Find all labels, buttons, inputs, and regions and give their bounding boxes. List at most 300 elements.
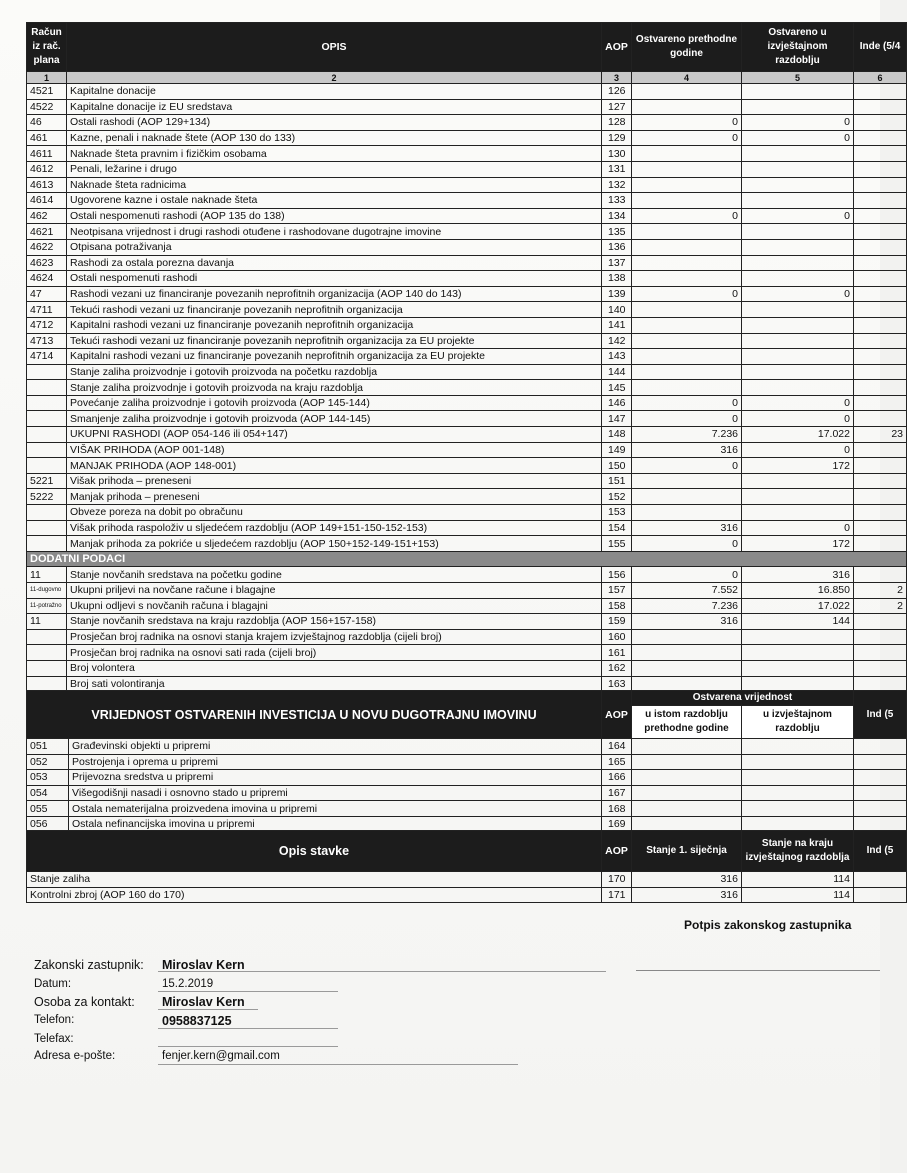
aop-code: 141 [602,317,632,333]
aop-code: 151 [602,473,632,489]
account-code: 4714 [27,349,67,365]
underline [158,1046,338,1047]
account-code: 11 [27,614,67,630]
aop-code: 131 [602,161,632,177]
row-description: UKUPNI RASHODI (AOP 054-146 ili 054+147) [67,427,602,443]
reporting-period-value: 0 [742,411,854,427]
aop-code: 165 [602,754,632,770]
index-value [854,239,907,255]
account-code: 054 [27,785,69,801]
index-value [854,84,907,100]
index-value [854,442,907,458]
index-value [854,286,907,302]
reporting-period-value [742,146,854,162]
aop-code: 138 [602,271,632,287]
table-row [27,364,907,380]
row-description: Prijevozna sredstva u pripremi [69,770,602,786]
previous-year-value: 0 [632,395,742,411]
reporting-period-value: 316 [742,567,854,583]
underline [158,971,606,972]
representative-label: Zakonski zastupnik: [34,958,144,972]
account-code: 4712 [27,317,67,333]
row-description: Ostala nematerijalna proizvedena imovina u pripremi [69,801,602,817]
previous-year-value [632,224,742,240]
index-value [854,302,907,318]
aop-code: 143 [602,349,632,365]
phone-value: 0958837125 [162,1014,232,1028]
aop-code: 171 [602,887,632,903]
row-description: Postrojenja i oprema u pripremi [69,754,602,770]
row-description: Kontrolni zbroj (AOP 160 do 170) [27,887,602,903]
reporting-period-value [742,739,854,755]
previous-year-value: 7.236 [632,427,742,443]
aop-code: 170 [602,872,632,888]
row-description: Otpisana potraživanja [67,239,602,255]
row-description: Neotpisana vrijednost i drugi rashodi otuđene i rashodovane dugotrajne imovine [67,224,602,240]
underline [158,991,338,992]
reporting-period-value: 172 [742,536,854,552]
account-code: 056 [27,816,69,832]
reporting-period-value [742,364,854,380]
reporting-period-value: 0 [742,286,854,302]
account-code: 4612 [27,161,67,177]
reporting-period-value: 0 [742,130,854,146]
account-code: 4622 [27,239,67,255]
table-row [27,645,907,661]
aop-code: 126 [602,84,632,100]
row-description: Manjak prihoda za pokriće u sljedećem razdoblju (AOP 150+152-149-151+153) [67,536,602,552]
account-code [27,520,67,536]
row-description: Stanje novčanih sredstava na početku godine [67,567,602,583]
account-code [27,442,67,458]
table-row [27,286,907,302]
index-value [854,785,907,801]
investment-table [26,690,907,833]
previous-year-value [632,629,742,645]
header-aop: AOP [602,23,632,72]
table-row [27,193,907,209]
contact-value: Miroslav Kern [162,995,245,1009]
reporting-period-value: 16.850 [742,583,854,599]
investment-index-header: Ind (5 [854,691,907,739]
aop-code: 162 [602,660,632,676]
end-value: 114 [742,872,854,888]
table-row [27,473,907,489]
previous-year-value [632,239,742,255]
table-row [27,411,907,427]
aop-code: 139 [602,286,632,302]
index-value [854,629,907,645]
index-value [854,411,907,427]
index-value [854,872,907,888]
expense-table [26,22,907,692]
aop-code: 156 [602,567,632,583]
row-description: Ukupni priljevi na novčane račune i blagajne [67,583,602,599]
index-value [854,161,907,177]
index-value [854,380,907,396]
reporting-period-value: 17.022 [742,427,854,443]
reporting-period-value [742,239,854,255]
account-code: 462 [27,208,67,224]
index-value [854,770,907,786]
previous-year-value [632,255,742,271]
table-row [27,208,907,224]
aop-code: 154 [602,520,632,536]
account-code: 11-dugovno [27,583,67,599]
col-number: 6 [854,72,907,84]
reporting-period-value [742,255,854,271]
aop-code: 135 [602,224,632,240]
date-label: Datum: [34,978,72,990]
inventory-title: Opis stavke [27,831,602,872]
index-value [854,208,907,224]
table-row [27,872,907,888]
account-code: 5222 [27,489,67,505]
row-description: Broj volontera [67,660,602,676]
table-row [27,442,907,458]
reporting-period-value: 172 [742,458,854,474]
header-reporting-period: Ostvareno u izvještajnom razdoblju [742,23,854,72]
account-code: 052 [27,754,69,770]
table-row [27,770,907,786]
table-row [27,84,907,100]
inventory-table [26,830,907,903]
header-description: OPIS [67,23,602,72]
table-row [27,333,907,349]
aop-code: 142 [602,333,632,349]
aop-code: 148 [602,427,632,443]
row-description: Broj sati volontiranja [67,676,602,692]
aop-code: 158 [602,598,632,614]
aop-code: 144 [602,364,632,380]
index-value [854,364,907,380]
reporting-period-value [742,177,854,193]
previous-year-value: 0 [632,536,742,552]
aop-code: 128 [602,115,632,131]
reporting-period-value [742,754,854,770]
aop-code: 159 [602,614,632,630]
account-code: 4521 [27,84,67,100]
account-code: 461 [27,130,67,146]
row-description: Rashodi za ostala porezna davanja [67,255,602,271]
reporting-period-value [742,193,854,209]
account-code: 051 [27,739,69,755]
aop-code: 152 [602,489,632,505]
index-value [854,489,907,505]
row-description: Naknade šteta pravnim i fizičkim osobama [67,146,602,162]
signature-title: Potpis zakonskog zastupnika [684,918,852,932]
previous-year-value [632,302,742,318]
previous-year-value: 0 [632,411,742,427]
aop-code: 140 [602,302,632,318]
account-code [27,645,67,661]
table-row [27,505,907,521]
account-code: 4613 [27,177,67,193]
end-value: 114 [742,887,854,903]
underline [158,1064,518,1065]
aop-code: 127 [602,99,632,115]
aop-code: 136 [602,239,632,255]
table-row [27,458,907,474]
table-row [27,395,907,411]
row-description: Ostala nefinancijska imovina u pripremi [69,816,602,832]
index-value [854,317,907,333]
row-description: Ostali nespomenuti rashodi [67,271,602,287]
aop-code: 164 [602,739,632,755]
underline [158,1009,258,1010]
table-row [27,224,907,240]
previous-year-value: 0 [632,208,742,224]
aop-code: 166 [602,770,632,786]
table-row [27,302,907,318]
row-description: Kapitalni rashodi vezani uz financiranje povezanih neprofitnih organizacija za EU projekte [67,349,602,365]
row-description: Prosječan broj radnika na osnovi sati rada (cijeli broj) [67,645,602,661]
aop-code: 161 [602,645,632,661]
previous-year-value: 316 [632,614,742,630]
row-description: Višak prihoda – preneseni [67,473,602,489]
aop-code: 153 [602,505,632,521]
row-description: Tekući rashodi vezani uz financiranje povezanih neprofitnih organizacija [67,302,602,318]
table-row [27,255,907,271]
row-description: Stanje novčanih sredstava na kraju razdoblja (AOP 156+157-158) [67,614,602,630]
row-description: Smanjenje zaliha proizvodnje i gotovih proizvoda (AOP 144-145) [67,411,602,427]
inventory-end-header: Stanje na kraju izvještajnog razdoblja [742,831,854,872]
row-description: MANJAK PRIHODA (AOP 148-001) [67,458,602,474]
row-description: Obveze poreza na dobit po obračunu [67,505,602,521]
start-value: 316 [632,887,742,903]
aop-code: 129 [602,130,632,146]
row-description: Rashodi vezani uz financiranje povezanih neprofitnih organizacija (AOP 140 do 143) [67,286,602,302]
account-code [27,505,67,521]
reporting-period-value [742,380,854,396]
table-row [27,99,907,115]
table-row [27,801,907,817]
account-code [27,660,67,676]
row-description: Stanje zaliha [27,872,602,888]
header-previous-year: Ostvareno prethodne godine [632,23,742,72]
account-code: 055 [27,801,69,817]
reporting-period-value: 0 [742,208,854,224]
investment-prev-header: u istom razdoblju prethodne godine [632,706,742,739]
aop-code: 132 [602,177,632,193]
row-description: Manjak prihoda – preneseni [67,489,602,505]
previous-year-value [632,84,742,100]
account-code [27,411,67,427]
aop-code: 168 [602,801,632,817]
table-row [27,239,907,255]
aop-code: 147 [602,411,632,427]
account-code: 4713 [27,333,67,349]
account-code: 4623 [27,255,67,271]
previous-year-value [632,505,742,521]
reporting-period-value: 0 [742,520,854,536]
index-value [854,349,907,365]
inventory-index-header: Ind (5 [854,831,907,872]
account-code: 11-potražno [27,598,67,614]
index-value [854,660,907,676]
table-row [27,739,907,755]
table-row [27,536,907,552]
representative-value: Miroslav Kern [162,958,245,972]
email-value: fenjer.kern@gmail.com [162,1050,280,1062]
reporting-period-value [742,489,854,505]
header-index: Inde (5/4 [854,23,907,72]
table-row [27,130,907,146]
col-number: 4 [632,72,742,84]
index-value [854,754,907,770]
table-row [27,520,907,536]
row-description: Stanje zaliha proizvodnje i gotovih proizvoda na početku razdoblja [67,364,602,380]
table-row [27,887,907,903]
account-code: 4711 [27,302,67,318]
row-description: Kapitalne donacije [67,84,602,100]
table-row [27,754,907,770]
date-value: 15.2.2019 [162,978,214,990]
previous-year-value: 7.552 [632,583,742,599]
table-row [27,598,907,614]
account-code [27,427,67,443]
account-code: 46 [27,115,67,131]
index-value [854,505,907,521]
index-value [854,567,907,583]
aop-code: 160 [602,629,632,645]
previous-year-value [632,349,742,365]
index-value [854,395,907,411]
table-row [27,380,907,396]
contact-label: Osoba za kontakt: [34,995,135,1009]
table-row [27,146,907,162]
previous-year-value [632,317,742,333]
row-description: Kapitalni rashodi vezani uz financiranje povezanih neprofitnih organizacija [67,317,602,333]
previous-year-value: 316 [632,442,742,458]
index-value: 2 [854,583,907,599]
account-code: 4621 [27,224,67,240]
table-row [27,629,907,645]
previous-year-value [632,364,742,380]
aop-code: 167 [602,785,632,801]
account-code [27,395,67,411]
index-value [854,271,907,287]
table-row [27,489,907,505]
reporting-period-value [742,99,854,115]
previous-year-value: 0 [632,458,742,474]
reporting-period-value [742,84,854,100]
previous-year-value [632,99,742,115]
previous-year-value [632,177,742,193]
previous-year-value [632,333,742,349]
table-row [27,161,907,177]
index-value [854,536,907,552]
aop-code: 137 [602,255,632,271]
previous-year-value [632,193,742,209]
account-code: 4614 [27,193,67,209]
inventory-start-header: Stanje 1. siječnja [632,831,742,872]
previous-year-value [632,146,742,162]
table-row [27,785,907,801]
previous-year-value [632,660,742,676]
underline [158,1028,338,1029]
aop-code: 163 [602,676,632,692]
reporting-period-value [742,333,854,349]
aop-code: 145 [602,380,632,396]
table-row [27,567,907,583]
reporting-period-value [742,224,854,240]
reporting-period-value: 0 [742,442,854,458]
table-row [27,427,907,443]
table-row [27,115,907,131]
reporting-period-value [742,505,854,521]
account-code [27,536,67,552]
row-description: Višak prihoda raspoloživ u sljedećem razdoblju (AOP 149+151-150-152-153) [67,520,602,536]
previous-year-value [632,770,742,786]
reporting-period-value [742,801,854,817]
index-value [854,645,907,661]
table-row [27,349,907,365]
index-value [854,130,907,146]
aop-code: 149 [602,442,632,458]
col-number: 1 [27,72,67,84]
account-code: 5221 [27,473,67,489]
row-description: Kapitalne donacije iz EU sredstava [67,99,602,115]
row-description: VIŠAK PRIHODA (AOP 001-148) [67,442,602,458]
reporting-period-value [742,660,854,676]
row-description: Građevinski objekti u pripremi [69,739,602,755]
header-account: Račun iz rač. plana [27,23,67,72]
row-description: Ukupni odljevi s novčanih računa i blagajni [67,598,602,614]
previous-year-value: 0 [632,567,742,583]
index-value [854,333,907,349]
reporting-period-value [742,785,854,801]
reporting-period-value [742,161,854,177]
reporting-period-value [742,645,854,661]
reporting-period-value: 0 [742,395,854,411]
row-description: Penali, ležarine i drugo [67,161,602,177]
index-value [854,520,907,536]
phone-label: Telefon: [34,1014,75,1026]
col-number: 5 [742,72,854,84]
previous-year-value [632,785,742,801]
col-number: 3 [602,72,632,84]
index-value [854,193,907,209]
index-value: 2 [854,598,907,614]
reporting-period-value [742,271,854,287]
reporting-period-value: 144 [742,614,854,630]
reporting-period-value [742,770,854,786]
row-description: Ostali nespomenuti rashodi (AOP 135 do 138) [67,208,602,224]
index-value [854,801,907,817]
previous-year-value: 0 [632,115,742,131]
previous-year-value [632,739,742,755]
row-description: Kazne, penali i naknade štete (AOP 130 do 133) [67,130,602,146]
previous-year-value: 0 [632,130,742,146]
previous-year-value: 7.236 [632,598,742,614]
previous-year-value: 316 [632,520,742,536]
previous-year-value [632,754,742,770]
email-label: Adresa e-pošte: [34,1050,116,1062]
table-row [27,583,907,599]
previous-year-value [632,801,742,817]
table-row [27,177,907,193]
aop-code: 155 [602,536,632,552]
index-value [854,473,907,489]
index-value [854,887,907,903]
account-code [27,380,67,396]
aop-code: 157 [602,583,632,599]
row-description: Prosječan broj radnika na osnovi stanja krajem izvještajnog razdoblja (cijeli broj) [67,629,602,645]
account-code [27,458,67,474]
investment-group-header: Ostvarena vrijednost [632,691,854,706]
index-value [854,99,907,115]
